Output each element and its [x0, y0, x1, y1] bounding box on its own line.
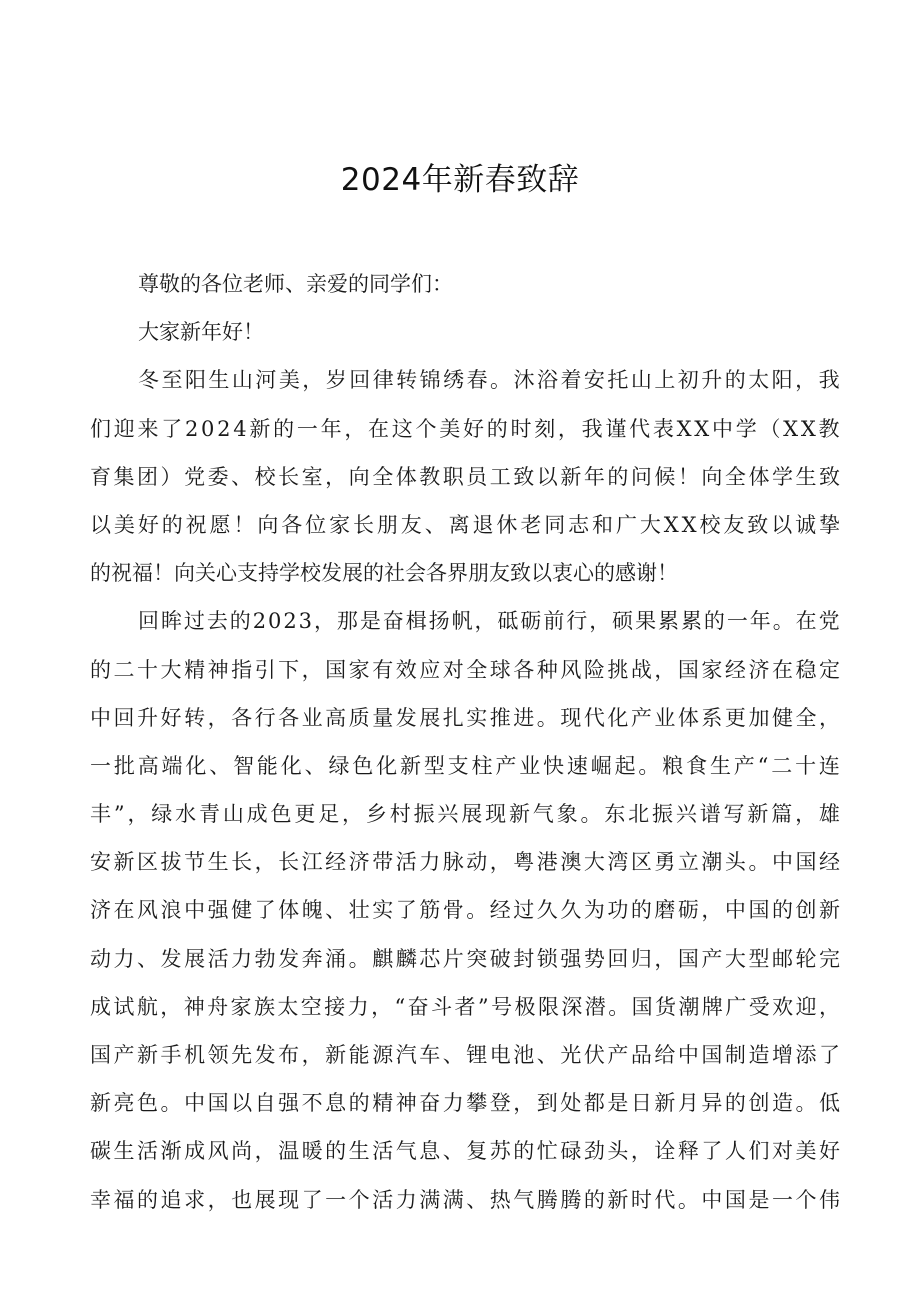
text-line: 的 二 十 大 精 神 指 引 下 ， 国 家 有 效 应 对 全 球 各 种 风 险 挑 战 ， 国 家 经 济 在 稳 定	[90, 657, 840, 682]
paragraph-line	[90, 742, 840, 790]
paragraph-line	[90, 405, 840, 453]
paragraph-line	[90, 356, 840, 404]
text-line: 新 亮 色 。 中 国 以 自 强 不 息 的 精 神 奋 力 攀 登 ， 到 处 都 是 日 新 月 异 的 创 造 。 低	[90, 1091, 840, 1116]
paragraph-line	[90, 790, 840, 838]
text-line: 幸 福 的 追 求 ， 也 展 现 了 一 个 活 力 满 满 、 热 气 腾 腾 的 新 时 代 。 中 国 是 一 个 伟	[90, 1187, 840, 1212]
text-line: 中 回 升 好 转 ， 各 行 各 业 高 质 量 发 展 扎 实 推 进 。 现 代 化 产 业 体 系 更 加 健 全 ，	[90, 705, 840, 730]
text-line: 们 迎 来 了 2 0 2 4 新 的 一 年 ， 在 这 个 美 好 的 时 刻 ， 我 谨 代 表 X X 中 学 （ X X 教	[90, 416, 840, 441]
text-line: 碳 生 活 渐 成 风 尚 ， 温 暖 的 生 活 气 息 、 复 苏 的 忙 碌 劲 头 ， 诠 释 了 人 们 对 美 好	[90, 1139, 840, 1164]
paragraph-line	[90, 1127, 840, 1175]
paragraph-line	[90, 549, 840, 597]
paragraph-line	[90, 935, 840, 983]
paragraph-line	[90, 1176, 840, 1224]
text-line: 丰 ” ， 绿 水 青 山 成 色 更 足 ， 乡 村 振 兴 展 现 新 气 象 。 东 北 振 兴 谱 写 新 篇 ， 雄	[90, 802, 840, 827]
greeting-line	[90, 308, 840, 356]
salutation-line	[90, 260, 840, 308]
text-line: 国 产 新 手 机 领 先 发 布 ， 新 能 源 汽 车 、 锂 电 池 、 光 伏 产 品 给 中 国 制 造 增 添 了	[90, 1043, 840, 1067]
paragraph-line	[90, 453, 840, 501]
text-line: 安 新 区 拔 节 生 长 ， 长 江 经 济 带 活 力 脉 动 ， 粤 港 澳 大 湾 区 勇 立 潮 头 。 中 国 经	[90, 850, 840, 875]
paragraph-line	[90, 694, 840, 742]
text-line: 尊敬的各位老师、亲爱的同学们：	[138, 272, 453, 296]
document-body	[90, 260, 840, 1224]
text-line: 大家新年好！	[138, 320, 264, 345]
paragraph-line	[90, 597, 840, 645]
paragraph-line	[90, 886, 840, 934]
text-line: 冬 至 阳 生 山 河 美 ， 岁 回 律 转 锦 绣 春 。 沐 浴 着 安 托 山 上 初 升 的 太 阳 ， 我	[138, 368, 840, 393]
text-line: 以 美 好 的 祝 愿 ！ 向 各 位 家 长 朋 友 、 离 退 休 老 同 志 和 广 大 X X 校 友 致 以 诚 挚	[90, 512, 840, 537]
text-line: 动 力 、 发 展 活 力 勃 发 奔 涌 。 麒 麟 芯 片 突 破 封 锁 强 势 回 归 ， 国 产 大 型 邮 轮 完	[90, 946, 840, 971]
text-line: 回 眸 过 去 的 2 0 2 3 ， 那 是 奋 楫 扬 帆 ， 砥 砺 前 行 ， 硕 果 累 累 的 一 年 。 在 党	[138, 609, 840, 634]
paragraph-line	[90, 1031, 840, 1079]
paragraph-line	[90, 983, 840, 1031]
text-line: 成 试 航 ， 神 舟 家 族 太 空 接 力 ， “ 奋 斗 者 ” 号 极 限 深 潜 。 国 货 潮 牌 广 受 欢 迎 ，	[90, 994, 840, 1019]
document-title: 2024年新春致辞	[340, 162, 580, 198]
text-line: 的祝福！向关心支持学校发展的社会各界朋友致以衷心的感谢！	[90, 561, 678, 586]
text-line: 济 在 风 浪 中 强 健 了 体 魄 、 壮 实 了 筋 骨 。 经 过 久 久 为 功 的 磨 砺 ， 中 国 的 创 新	[90, 898, 840, 923]
paragraph-line	[90, 501, 840, 549]
paragraph-line	[90, 838, 840, 886]
paragraph-line	[90, 646, 840, 694]
paragraph-line	[90, 1079, 840, 1127]
text-line: 一 批 高 端 化 、 智 能 化 、 绿 色 化 新 型 支 柱 产 业 快 速 崛 起 。 粮 食 生 产 “ 二 十 连	[90, 753, 840, 778]
text-line: 育 集 团 ） 党 委 、 校 长 室 ， 向 全 体 教 职 员 工 致 以 新 年 的 问 候 ！ 向 全 体 学 生 致	[90, 464, 840, 489]
